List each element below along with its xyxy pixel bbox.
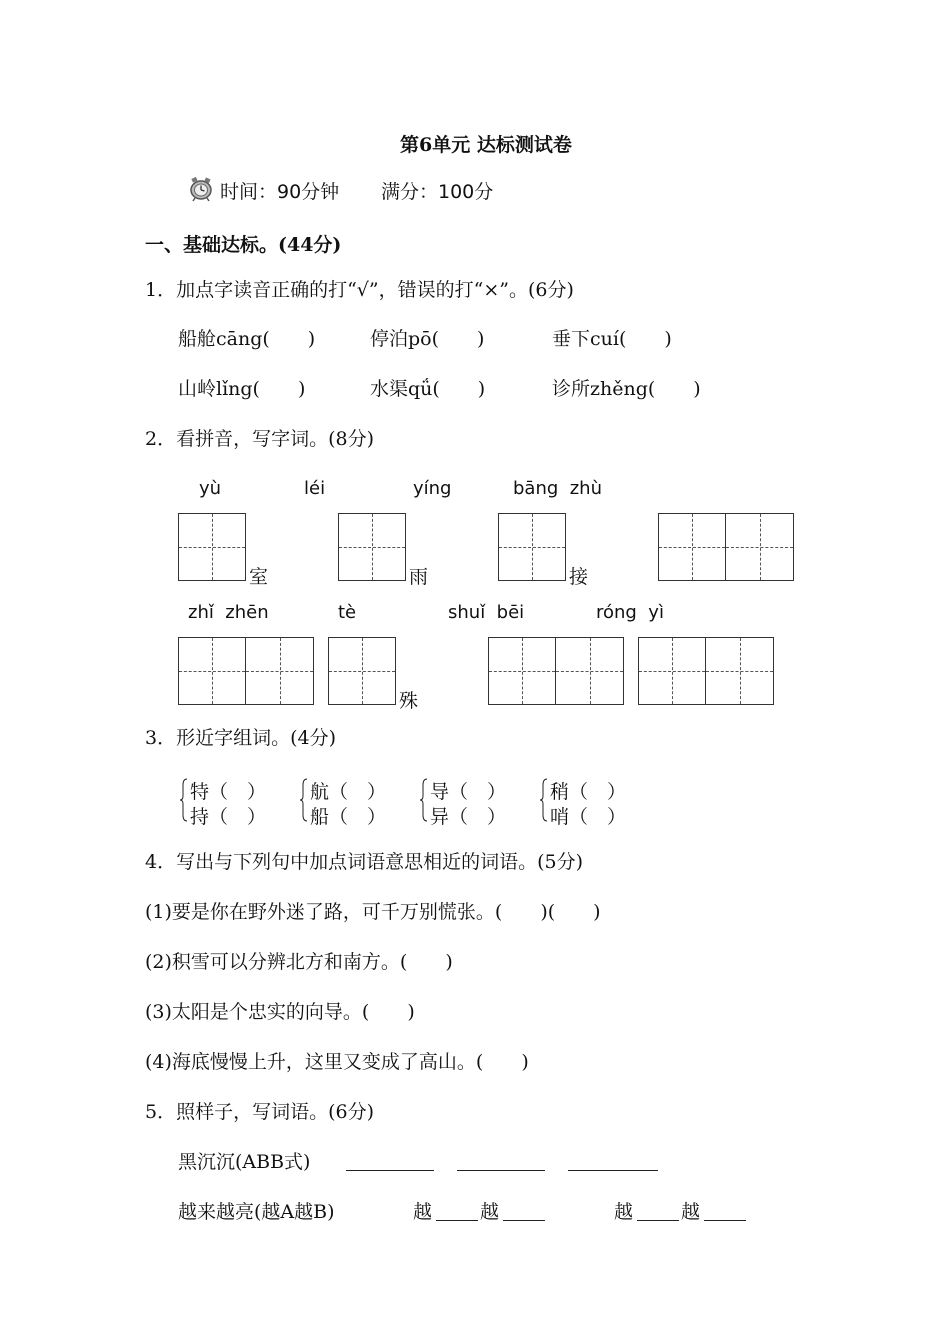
grid-cell[interactable]	[338, 513, 406, 581]
question-2-prompt: 2．看拼音，写字词。(8分)	[145, 428, 375, 450]
q4-item-4: (4)海底慢慢上升，这里又变成了高山。( )	[145, 1051, 529, 1073]
grid-cell[interactable]	[246, 637, 314, 705]
section-heading: 一、基础达标。(44分)	[145, 234, 342, 256]
answer-blank[interactable]	[436, 1220, 478, 1221]
grid-suffix-char: 殊	[399, 690, 419, 712]
grid-cell[interactable]	[328, 637, 396, 705]
q4-item-1: (1)要是你在野外迷了路，可千万别慌张。( )( )	[145, 901, 601, 923]
question-3-prompt: 3．形近字组词。(4分)	[145, 727, 337, 749]
q4-item-3: (3)太阳是个忠实的向导。( )	[145, 1001, 415, 1023]
q1-item-4: 山岭lǐng( )	[178, 378, 306, 400]
pinyin-label: zhǐ zhēn	[188, 602, 269, 623]
pair-word-top: 稍（ ）	[550, 781, 627, 803]
pair-word-bottom: 哨（ ）	[550, 806, 627, 828]
grid-cell[interactable]	[638, 637, 706, 705]
time-limit: 时间：90分钟	[220, 181, 340, 203]
yue-char: 越	[413, 1201, 433, 1223]
grid-cell[interactable]	[498, 513, 566, 581]
question-5-prompt: 5．照样子，写词语。(6分)	[145, 1101, 375, 1123]
pinyin-label: yù	[199, 478, 222, 499]
pair-word-bottom: 持（ ）	[190, 806, 267, 828]
q4-item-2: (2)积雪可以分辨北方和南方。( )	[145, 951, 453, 973]
pinyin-label: léi	[304, 478, 326, 499]
pair-word-bottom: 船（ ）	[310, 806, 387, 828]
yue-char: 越	[614, 1201, 634, 1223]
writing-grid[interactable]	[488, 637, 624, 705]
brace-icon	[420, 777, 428, 823]
answer-blank[interactable]	[704, 1220, 746, 1221]
full-score: 满分：100分	[381, 181, 494, 203]
question-1-prompt: 1．加点字读音正确的打“√”，错误的打“×”。(6分)	[145, 279, 574, 301]
writing-grid[interactable]	[638, 637, 774, 705]
writing-grid[interactable]	[328, 637, 396, 705]
page-title: 第6单元 达标测试卷	[400, 134, 572, 156]
brace-icon	[180, 777, 188, 823]
clock-icon	[188, 176, 214, 202]
pinyin-label: tè	[338, 602, 357, 623]
grid-cell[interactable]	[556, 637, 624, 705]
grid-cell[interactable]	[178, 513, 246, 581]
yue-char: 越	[681, 1201, 701, 1223]
answer-blank[interactable]	[346, 1170, 434, 1171]
yue-char: 越	[480, 1201, 500, 1223]
question-4-prompt: 4．写出与下列句中加点词语意思相近的词语。(5分)	[145, 851, 584, 873]
q1-item-5: 水渠qǘ( )	[370, 378, 486, 400]
q5-example-abb: 黑沉沉(ABB式)	[178, 1151, 311, 1173]
writing-grid[interactable]	[178, 637, 314, 705]
writing-grid[interactable]	[498, 513, 566, 581]
grid-suffix-char: 室	[249, 566, 269, 588]
writing-grid[interactable]	[658, 513, 794, 581]
pair-word-top: 航（ ）	[310, 781, 387, 803]
writing-grid[interactable]	[178, 513, 246, 581]
answer-blank[interactable]	[457, 1170, 545, 1171]
pair-word-top: 特（ ）	[190, 781, 267, 803]
answer-blank[interactable]	[568, 1170, 658, 1171]
pinyin-label: shuǐ bēi	[448, 602, 525, 623]
grid-cell[interactable]	[706, 637, 774, 705]
grid-cell[interactable]	[658, 513, 726, 581]
q5-example-yue: 越来越亮(越A越B)	[178, 1201, 335, 1223]
grid-cell[interactable]	[488, 637, 556, 705]
q1-item-6: 诊所zhěng( )	[552, 378, 701, 400]
q1-item-3: 垂下cuí( )	[552, 328, 672, 350]
pinyin-label: róng yì	[596, 602, 664, 623]
brace-icon	[540, 777, 548, 823]
grid-suffix-char: 雨	[409, 566, 429, 588]
pinyin-label: yíng	[413, 478, 452, 499]
grid-cell[interactable]	[178, 637, 246, 705]
q1-item-1: 船舱cāng( )	[178, 328, 316, 350]
brace-icon	[300, 777, 308, 823]
answer-blank[interactable]	[637, 1220, 679, 1221]
grid-suffix-char: 接	[569, 566, 589, 588]
pinyin-label: bāng zhù	[513, 478, 602, 499]
pair-word-bottom: 异（ ）	[430, 806, 507, 828]
writing-grid[interactable]	[338, 513, 406, 581]
answer-blank[interactable]	[503, 1220, 545, 1221]
grid-cell[interactable]	[726, 513, 794, 581]
pair-word-top: 导（ ）	[430, 781, 507, 803]
q1-item-2: 停泊pō( )	[370, 328, 485, 350]
